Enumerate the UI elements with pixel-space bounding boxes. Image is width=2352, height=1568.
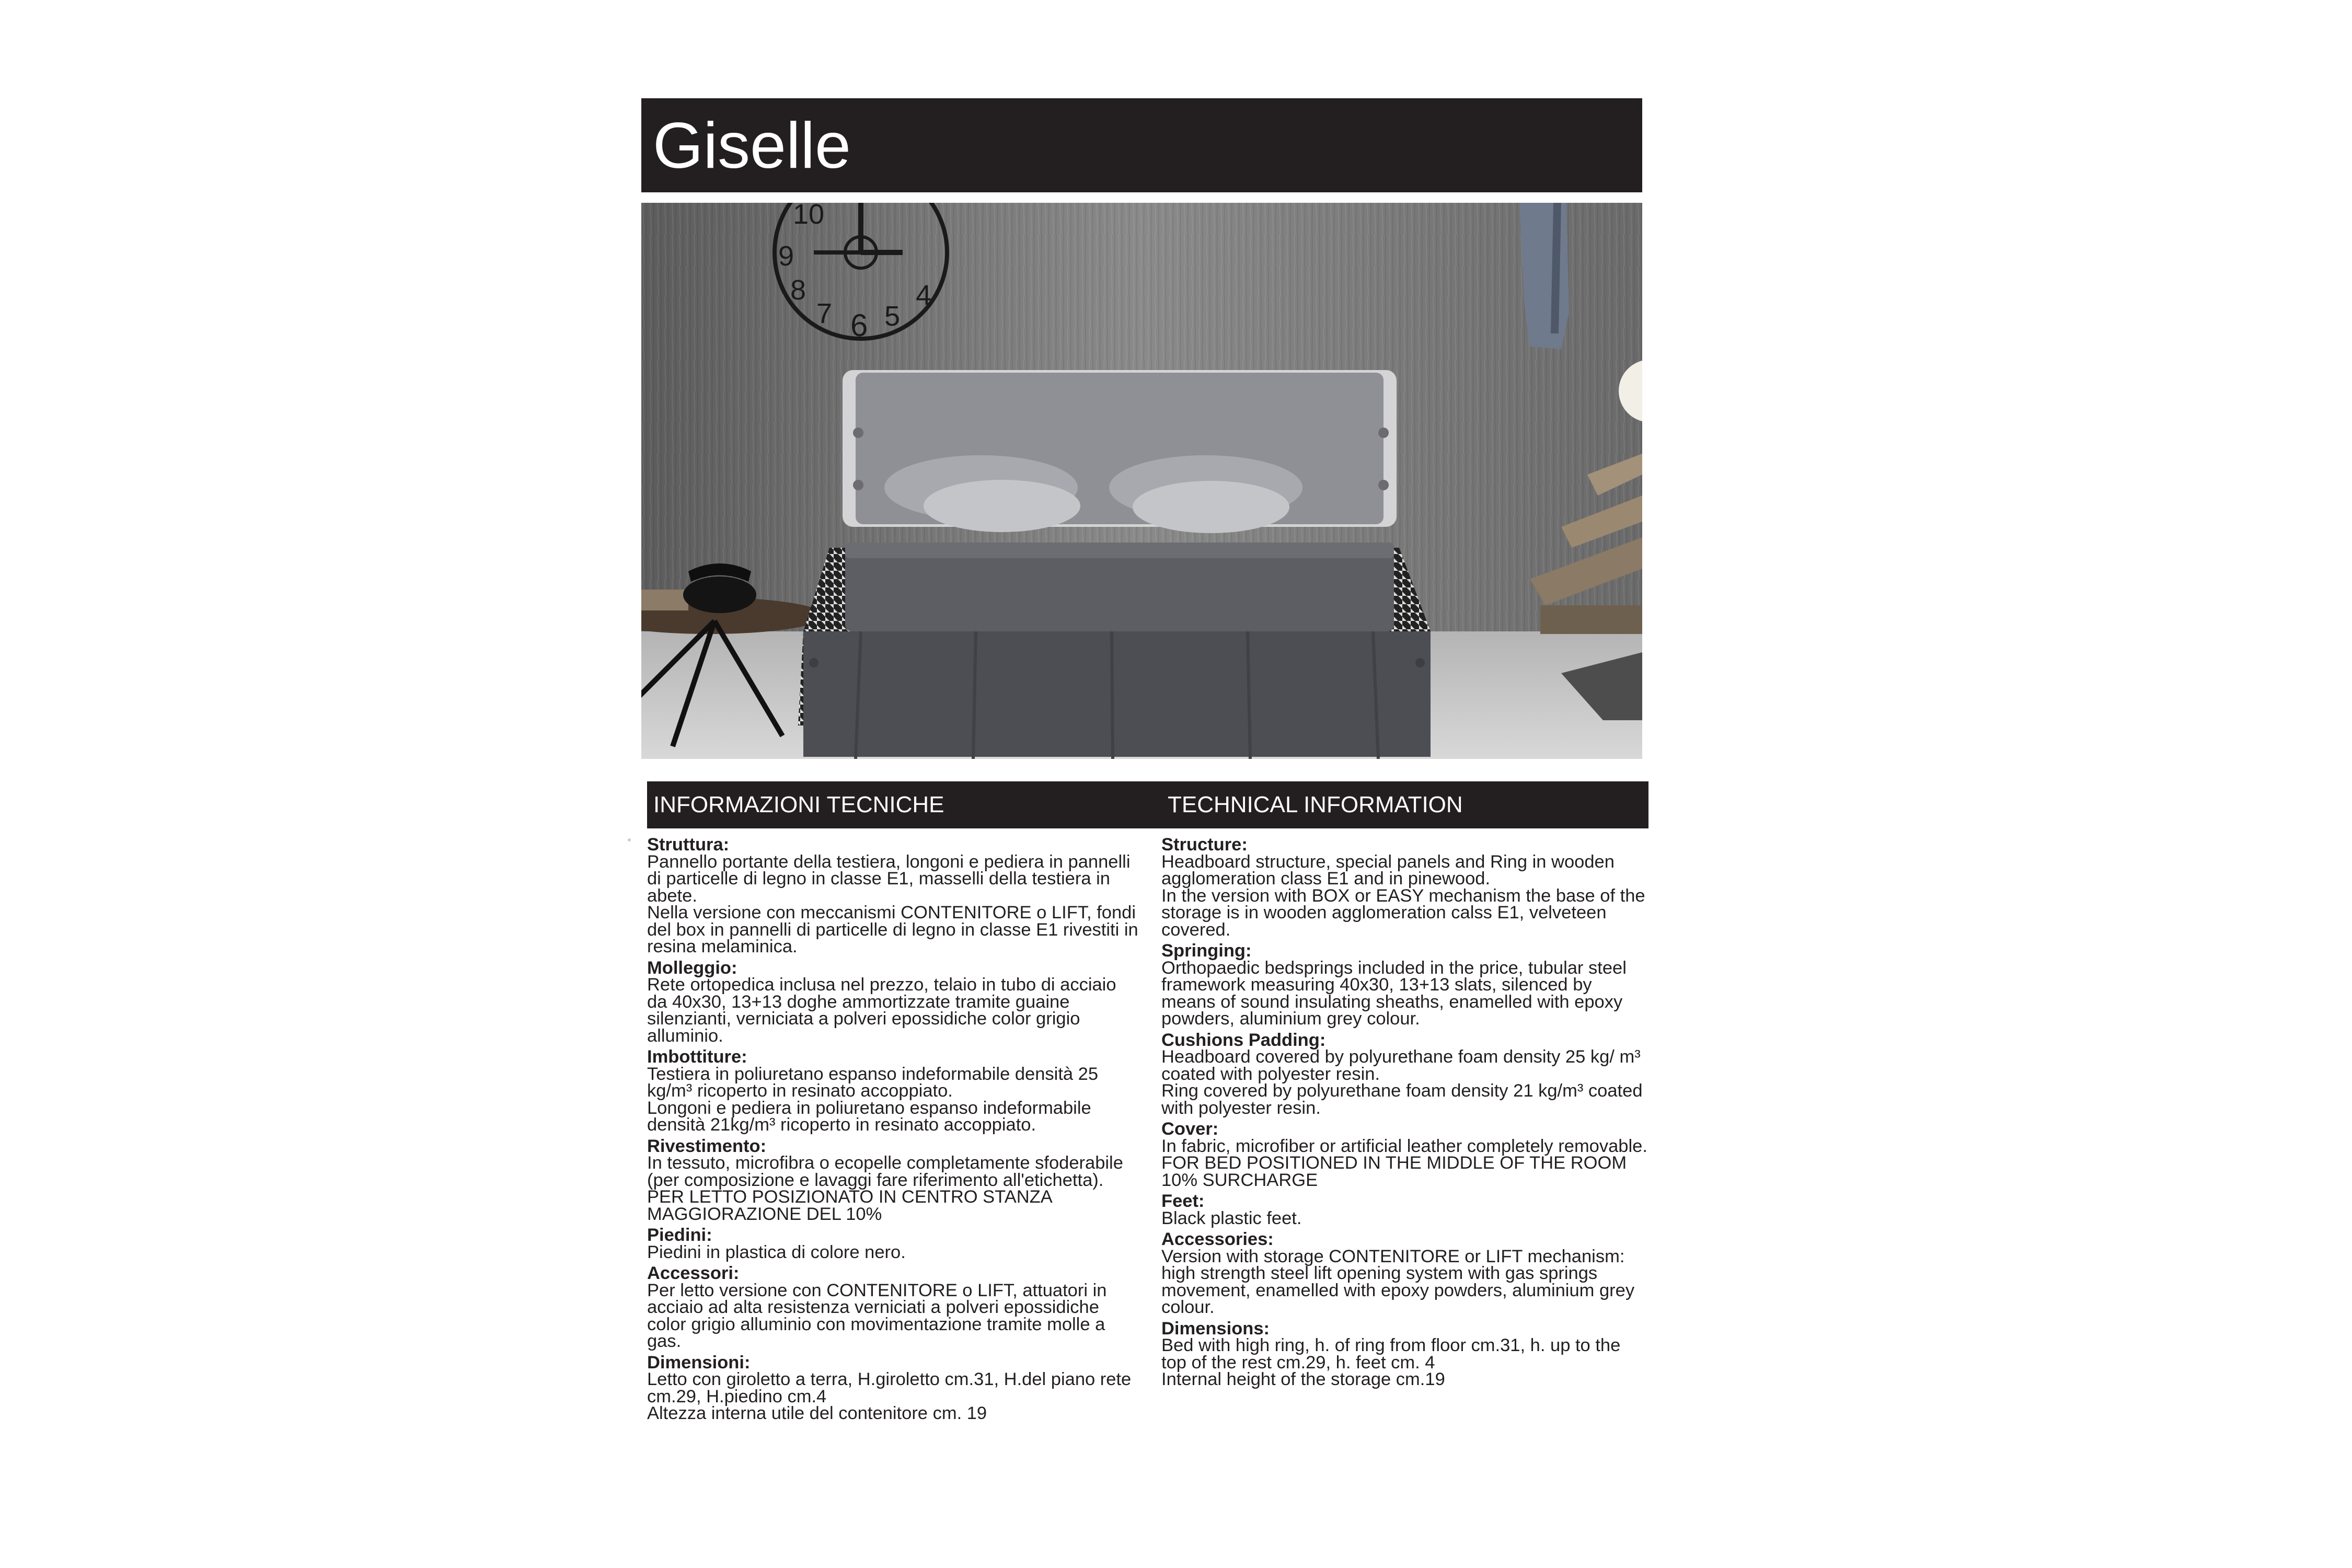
spec-text: Piedini in plastica di colore nero. xyxy=(647,1242,906,1262)
spec-text: Rete ortopedica inclusa nel prezzo, telaio in tubo di acciaio da 40x30, 13+13 doghe ammortizzate tramite guaine silenzianti, verniciata a polveri epossidiche color grigio alluminio. xyxy=(647,975,1116,1046)
spec-heading: Dimensioni: xyxy=(647,1352,751,1373)
section-header-italian xyxy=(647,781,1170,828)
spec-heading: Molleggio: xyxy=(647,958,737,978)
section-header-label: TECHNICAL INFORMATION xyxy=(1168,792,1463,817)
spec-section xyxy=(1161,1032,1647,1117)
spec-heading: Rivestimento: xyxy=(647,1136,767,1156)
spec-text: In tessuto, microfibra o ecopelle completamente sfoderabile (per composizione e lavaggi fare riferimento all'etichetta). PER LETTO POSIZIONATO IN CENTRO STANZA MAGGIORAZIONE DEL 10% xyxy=(647,1153,1123,1224)
spec-section xyxy=(1161,942,1647,1028)
spec-heading: Accessories: xyxy=(1161,1229,1274,1249)
clock-number: 7 xyxy=(816,298,833,329)
spec-section xyxy=(647,1354,1138,1422)
clock-number: 6 xyxy=(850,308,868,343)
spec-section xyxy=(647,836,1138,955)
spec-section xyxy=(647,1265,1138,1350)
spec-heading: Cover: xyxy=(1161,1119,1219,1139)
spec-section xyxy=(647,1048,1138,1134)
section-header-label: INFORMAZIONI TECNICHE xyxy=(653,792,944,817)
stray-dot xyxy=(628,838,631,841)
spec-heading: Dimensions: xyxy=(1161,1318,1270,1339)
spec-text: Black plastic feet. xyxy=(1161,1208,1302,1228)
section-header-english xyxy=(1161,781,1648,828)
spec-text: Orthopaedic bedsprings included in the price, tubular steel framework measuring 40x30, 13+13 slats, silenced by means of sound insulating sheaths, enamelled with epoxy powders, aluminium grey colour. xyxy=(1161,958,1627,1029)
spec-section xyxy=(647,960,1138,1045)
spec-text: Pannello portante della testiera, longoni e pediera in pannelli di particelle di legno in classe E1, masselli della testiera in abete. Nella versione con meccanismi CONTENITORE o LIFT, fondi del box in pannelli di particelle di legno in classe E1 rivestiti in resina melaminica. xyxy=(647,851,1138,956)
spec-text: Version with storage CONTENITORE or LIFT mechanism: high strength steel lift opening system with gas springs movement, enamelled with epoxy powders, aluminium grey colour. xyxy=(1161,1246,1635,1317)
spec-text: Per letto versione con CONTENITORE o LIFT, attuatori in acciaio ad alta resistenza verniciati a polveri epossidiche color grigio alluminio con movimentazione tramite molle a gas. xyxy=(647,1280,1107,1351)
clock-number: 4 xyxy=(916,280,932,311)
spec-section xyxy=(1161,836,1647,938)
spec-text: In fabric, microfiber or artificial leather completely removable. FOR BED POSITIONED IN THE MIDDLE OF THE ROOM 10% SURCHARGE xyxy=(1161,1136,1647,1190)
clock-number: 8 xyxy=(790,274,806,306)
spec-text: Letto con giroletto a terra, H.giroletto cm.31, H.del piano rete cm.29, H.piedino cm.4 Altezza interna utile del contenitore cm. 19 xyxy=(647,1369,1132,1423)
product-title: Giselle xyxy=(653,110,851,182)
spec-text: Bed with high ring, h. of ring from floor cm.31, h. up to the top of the rest cm.29, h. feet cm. 4 Internal height of the storage cm.19 xyxy=(1161,1335,1621,1389)
clock-number: 5 xyxy=(884,301,901,332)
spec-section xyxy=(1161,1121,1647,1189)
spec-text: Headboard covered by polyurethane foam density 25 kg/ m³ coated with polyester resin. Ring covered by polyurethane foam density 21 kg/m³ coated with polyester resin. xyxy=(1161,1047,1643,1118)
spec-section xyxy=(647,1227,1138,1261)
spec-section xyxy=(1161,1231,1647,1316)
spec-heading: Feet: xyxy=(1161,1191,1205,1211)
title-bar xyxy=(641,98,1642,192)
spec-heading: Struttura: xyxy=(647,835,730,855)
spec-heading: Springing: xyxy=(1161,941,1252,961)
spec-heading: Structure: xyxy=(1161,835,1248,855)
italian-specs xyxy=(647,836,1138,1422)
spec-heading: Cushions Padding: xyxy=(1161,1030,1326,1050)
spec-text: Headboard structure, special panels and Ring in wooden agglomeration class E1 and in pinewood. In the version with BOX or EASY mechanism the base of the storage is in wooden agglomeration calss E1, velveteen covered. xyxy=(1161,851,1645,940)
spec-section xyxy=(1161,1193,1647,1227)
clock-number: 10 xyxy=(793,203,825,230)
spec-heading: Piedini: xyxy=(647,1225,712,1245)
spec-heading: Accessori: xyxy=(647,1263,740,1283)
spec-text: Testiera in poliuretano espanso indeformabile densità 25 kg/m³ ricoperto in resinato accoppiato. Longoni e pediera in poliuretano espanso indeformabile densità 21kg/m³ ricoperto in resinato accoppiato. xyxy=(647,1064,1099,1135)
bed xyxy=(798,370,1431,759)
english-specs xyxy=(1161,836,1647,1388)
clock-number: 9 xyxy=(778,240,794,272)
spec-section xyxy=(647,1138,1138,1223)
spec-section xyxy=(1161,1320,1647,1388)
spec-heading: Imbottiture: xyxy=(647,1047,747,1067)
product-photo xyxy=(641,203,1642,759)
bedroom-scene xyxy=(641,203,1642,759)
